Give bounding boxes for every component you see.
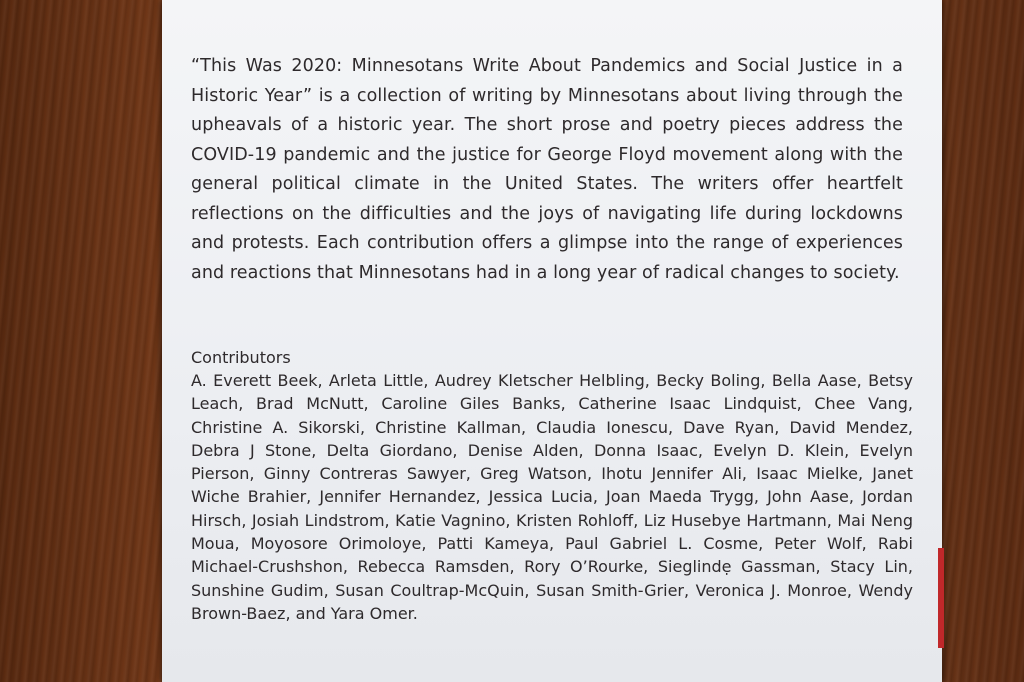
contributors-list: A. Everett Beek, Arleta Little, Audrey Kletscher Helbling, Becky Boling, Bella Aase, Betsy Leach, Brad McNutt, Caroline Giles Banks, Catherine Isaac Lindquist, Chee Vang, Christine A. Sikorski, Christine Kallman, Claudia Ionescu, Dave Ryan, David Mendez, Debra J Stone, Delta Giordano, Denise Alden, Donna Isaac, Evelyn D. Klein, Evelyn Pierson, Ginny Contreras Sawyer, Greg Watson, Ihotu Jennifer Ali, Isaac Mielke, Janet Wiche Brahier, Jennifer Hernandez, Jessica Lucia, Joan Maeda Trygg, John Aase, Jordan Hirsch, Josiah Lindstrom, Katie Vagnino, Kristen Rohloff, Liz Husebye Hartmann, Mai Neng Moua, Moyosore Orimoloye, Patti Kameya, Paul Gabriel L. Cosme, Peter Wolf, Rabi Michael-Crushshon, Rebecca Ramsden, Rory O’Rourke, Sieglindẹ Gassman, Stacy Lin, Sunshine Gudim, Susan Coultrap-McQuin, Susan Smith-Grier, Veronica J. Monroe, Wendy Brown-Baez, and Yara Omer.: [191, 371, 913, 623]
book-description: “This Was 2020: Minnesotans Write About Pandemics and Social Justice in a Historic Year” is a collection of writing by Minnesotans about living through the upheavals of a historic year. The short prose and poetry pieces address the COVID-19 pandemic and the justice for George Floyd movement along with the general political climate in the United States. The writers offer heartfelt reflections on the difficulties and the joys of navigating life during lockdowns and protests. Each contribution offers a glimpse into the range of experiences and reactions that Minnesotans had in a long year of radical changes to society.: [191, 56, 903, 283]
wood-table-right: [942, 0, 1024, 682]
wood-table-left: [0, 0, 162, 682]
book-edge-strip: [938, 548, 944, 648]
contributors-heading: Contributors: [191, 348, 291, 367]
